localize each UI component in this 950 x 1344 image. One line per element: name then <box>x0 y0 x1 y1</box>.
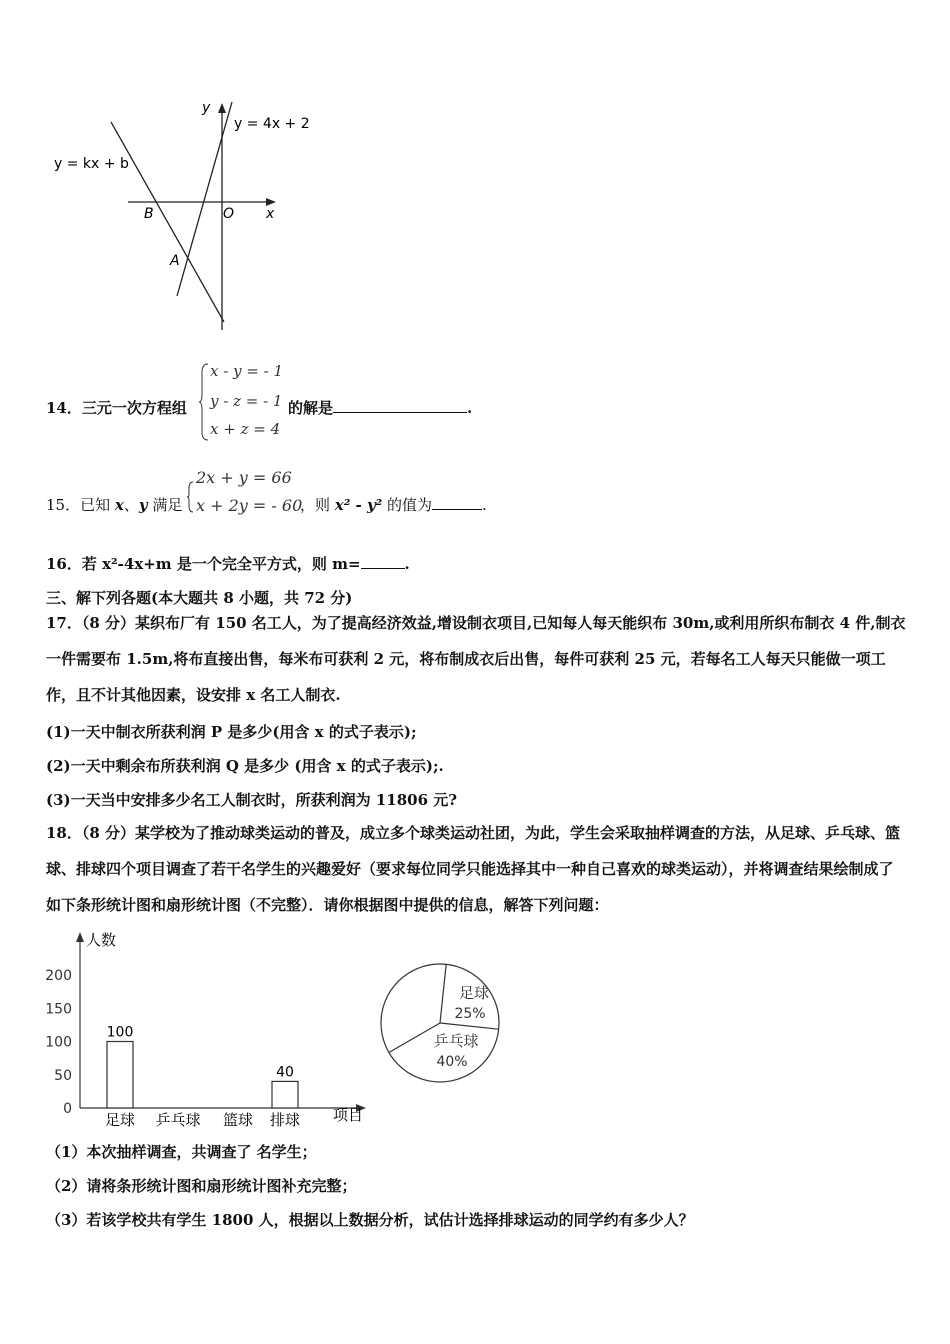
y-axis-label: y <box>202 100 211 116</box>
q14-eq1: x - y = - 1 <box>210 362 284 380</box>
pie-slice-name: 乒乓球 <box>433 1032 479 1050</box>
q14-number: 14． <box>46 399 82 417</box>
question-16 <box>46 554 410 574</box>
bar-category-label: 乒乓球 <box>155 1111 201 1129</box>
q15-text-a: 已知 <box>80 496 115 514</box>
pie-slice-percent: 25% <box>454 1006 486 1022</box>
bar-category-label: 足球 <box>104 1111 136 1129</box>
section-3-heading: 三、解下列各题(本大题共 8 小题，共 72 分) <box>46 589 353 607</box>
coordinate-graph <box>40 90 340 340</box>
pie-slice-name: 足球 <box>458 984 490 1002</box>
bar-y-tick-label: 100 <box>45 1034 72 1051</box>
pie-chart <box>378 960 508 1090</box>
question-18-part-1: （1）本次抽样调查，共调查了 名学生； <box>46 1143 317 1161</box>
q15-text-c: ，则 <box>300 496 335 514</box>
line2-label: y = kx + b <box>54 156 129 172</box>
question-18-intro: 18．（8 分）某学校为了推动球类运动的普及，成立多个球类运动社团，为此，学生会采取抽样调查的方法，从足球、乒乓球、篮球、排球四个项目调查了若干名学生的兴趣爱好（要求每位同学只能选择其中一种自己喜欢的球类运动），并将调查结果绘制成了如下条形统计图和扇形统计图（不完整）．请你根据图中提供的信息，解答下列问题： <box>46 824 901 914</box>
x-axis-arrow-icon <box>266 198 276 206</box>
q15-end: . <box>482 496 487 514</box>
bar-category-label: 排球 <box>269 1111 301 1129</box>
q14-eq3: x + z = 4 <box>210 420 281 438</box>
question-15 <box>46 466 646 522</box>
q16-text: 若 x²-4x+m 是一个完全平方式，则 m= <box>81 555 361 573</box>
q15-var-x: x <box>114 496 124 514</box>
brace-icon <box>198 362 210 442</box>
point-b-label: B <box>144 206 154 222</box>
bar-y-tick-label: 50 <box>54 1067 72 1084</box>
q16-answer-blank[interactable] <box>361 554 405 569</box>
bar-data-label: 100 <box>106 1024 134 1041</box>
bar-y-label: 人数 <box>86 931 117 949</box>
origin-label: O <box>223 206 235 222</box>
question-18-part-2: （2）请将条形统计图和扇形统计图补充完整； <box>46 1177 357 1195</box>
q15-eq2: x + 2y = - 60 <box>196 496 303 515</box>
q16-end: . <box>404 555 410 573</box>
pie-slice-percent: 40% <box>436 1054 468 1070</box>
bar-category-label: 篮球 <box>222 1111 254 1129</box>
q15-expr: x² - y² <box>334 496 383 514</box>
question-17-intro: 17．（8 分）某织布厂有 150 名工人，为了提高经济效益,增设制衣项目,已知每人每天能织布 30m,或利用所织布制衣 4 件,制衣一件需要布 1.5m,将布直接出售，每米布可获利 2 元，将布制成衣后出售，每件可获利 25 元，若每名工人每天只能做一项工作，且不计其他因素，设安排 x 名工人制衣. <box>46 614 906 704</box>
q14-end: . <box>467 399 473 417</box>
q14-answer-blank[interactable] <box>333 398 467 413</box>
bar <box>107 1042 133 1109</box>
brace-icon <box>186 480 194 514</box>
bar <box>272 1081 298 1108</box>
x-axis-label: x <box>266 206 275 222</box>
q15-number: 15． <box>46 496 81 514</box>
line-4x-plus-2 <box>177 102 235 296</box>
bar-chart <box>40 928 380 1133</box>
question-14 <box>46 358 546 444</box>
q15-answer-blank[interactable] <box>432 495 482 510</box>
bar-y-tick-label: 150 <box>45 1001 72 1018</box>
q15-sep: 、 <box>123 496 139 514</box>
bar-y-tick-label: 0 <box>63 1101 72 1117</box>
q14-eq2: y - z = - 1 <box>210 392 283 410</box>
q14-suffix: 的解是 <box>288 399 334 417</box>
question-17-part-2: (2)一天中剩余布所获利润 Q 是多少 (用含 x 的式子表示);. <box>46 757 444 775</box>
bar-data-label: 40 <box>276 1064 294 1081</box>
q15-eq1: 2x + y = 66 <box>196 468 292 487</box>
bar-y-axis-arrow-icon <box>76 932 84 942</box>
q15-text-b: 满足 <box>147 496 183 514</box>
q15-text-d: 的值为 <box>382 496 433 514</box>
line-kx-plus-b <box>111 122 224 322</box>
point-a-label: A <box>170 253 180 269</box>
q15-var-y: y <box>138 496 148 514</box>
question-17-part-1: (1)一天中制衣所获利润 P 是多少(用含 x 的式子表示); <box>46 723 417 741</box>
q14-prefix: 三元一次方程组 <box>81 399 187 417</box>
q16-number: 16． <box>46 555 82 573</box>
question-18-part-3: （3）若该学校共有学生 1800 人，根据以上数据分析，试估计选择排球运动的同学约有多少人？ <box>46 1211 694 1229</box>
line1-label: y = 4x + 2 <box>234 116 310 132</box>
bar-x-label: 项目 <box>333 1106 364 1124</box>
question-17-part-3: (3)一天当中安排多少名工人制衣时，所获利润为 11806 元? <box>46 791 458 809</box>
bar-y-tick-label: 200 <box>45 968 72 984</box>
y-axis-arrow-icon <box>218 103 226 113</box>
